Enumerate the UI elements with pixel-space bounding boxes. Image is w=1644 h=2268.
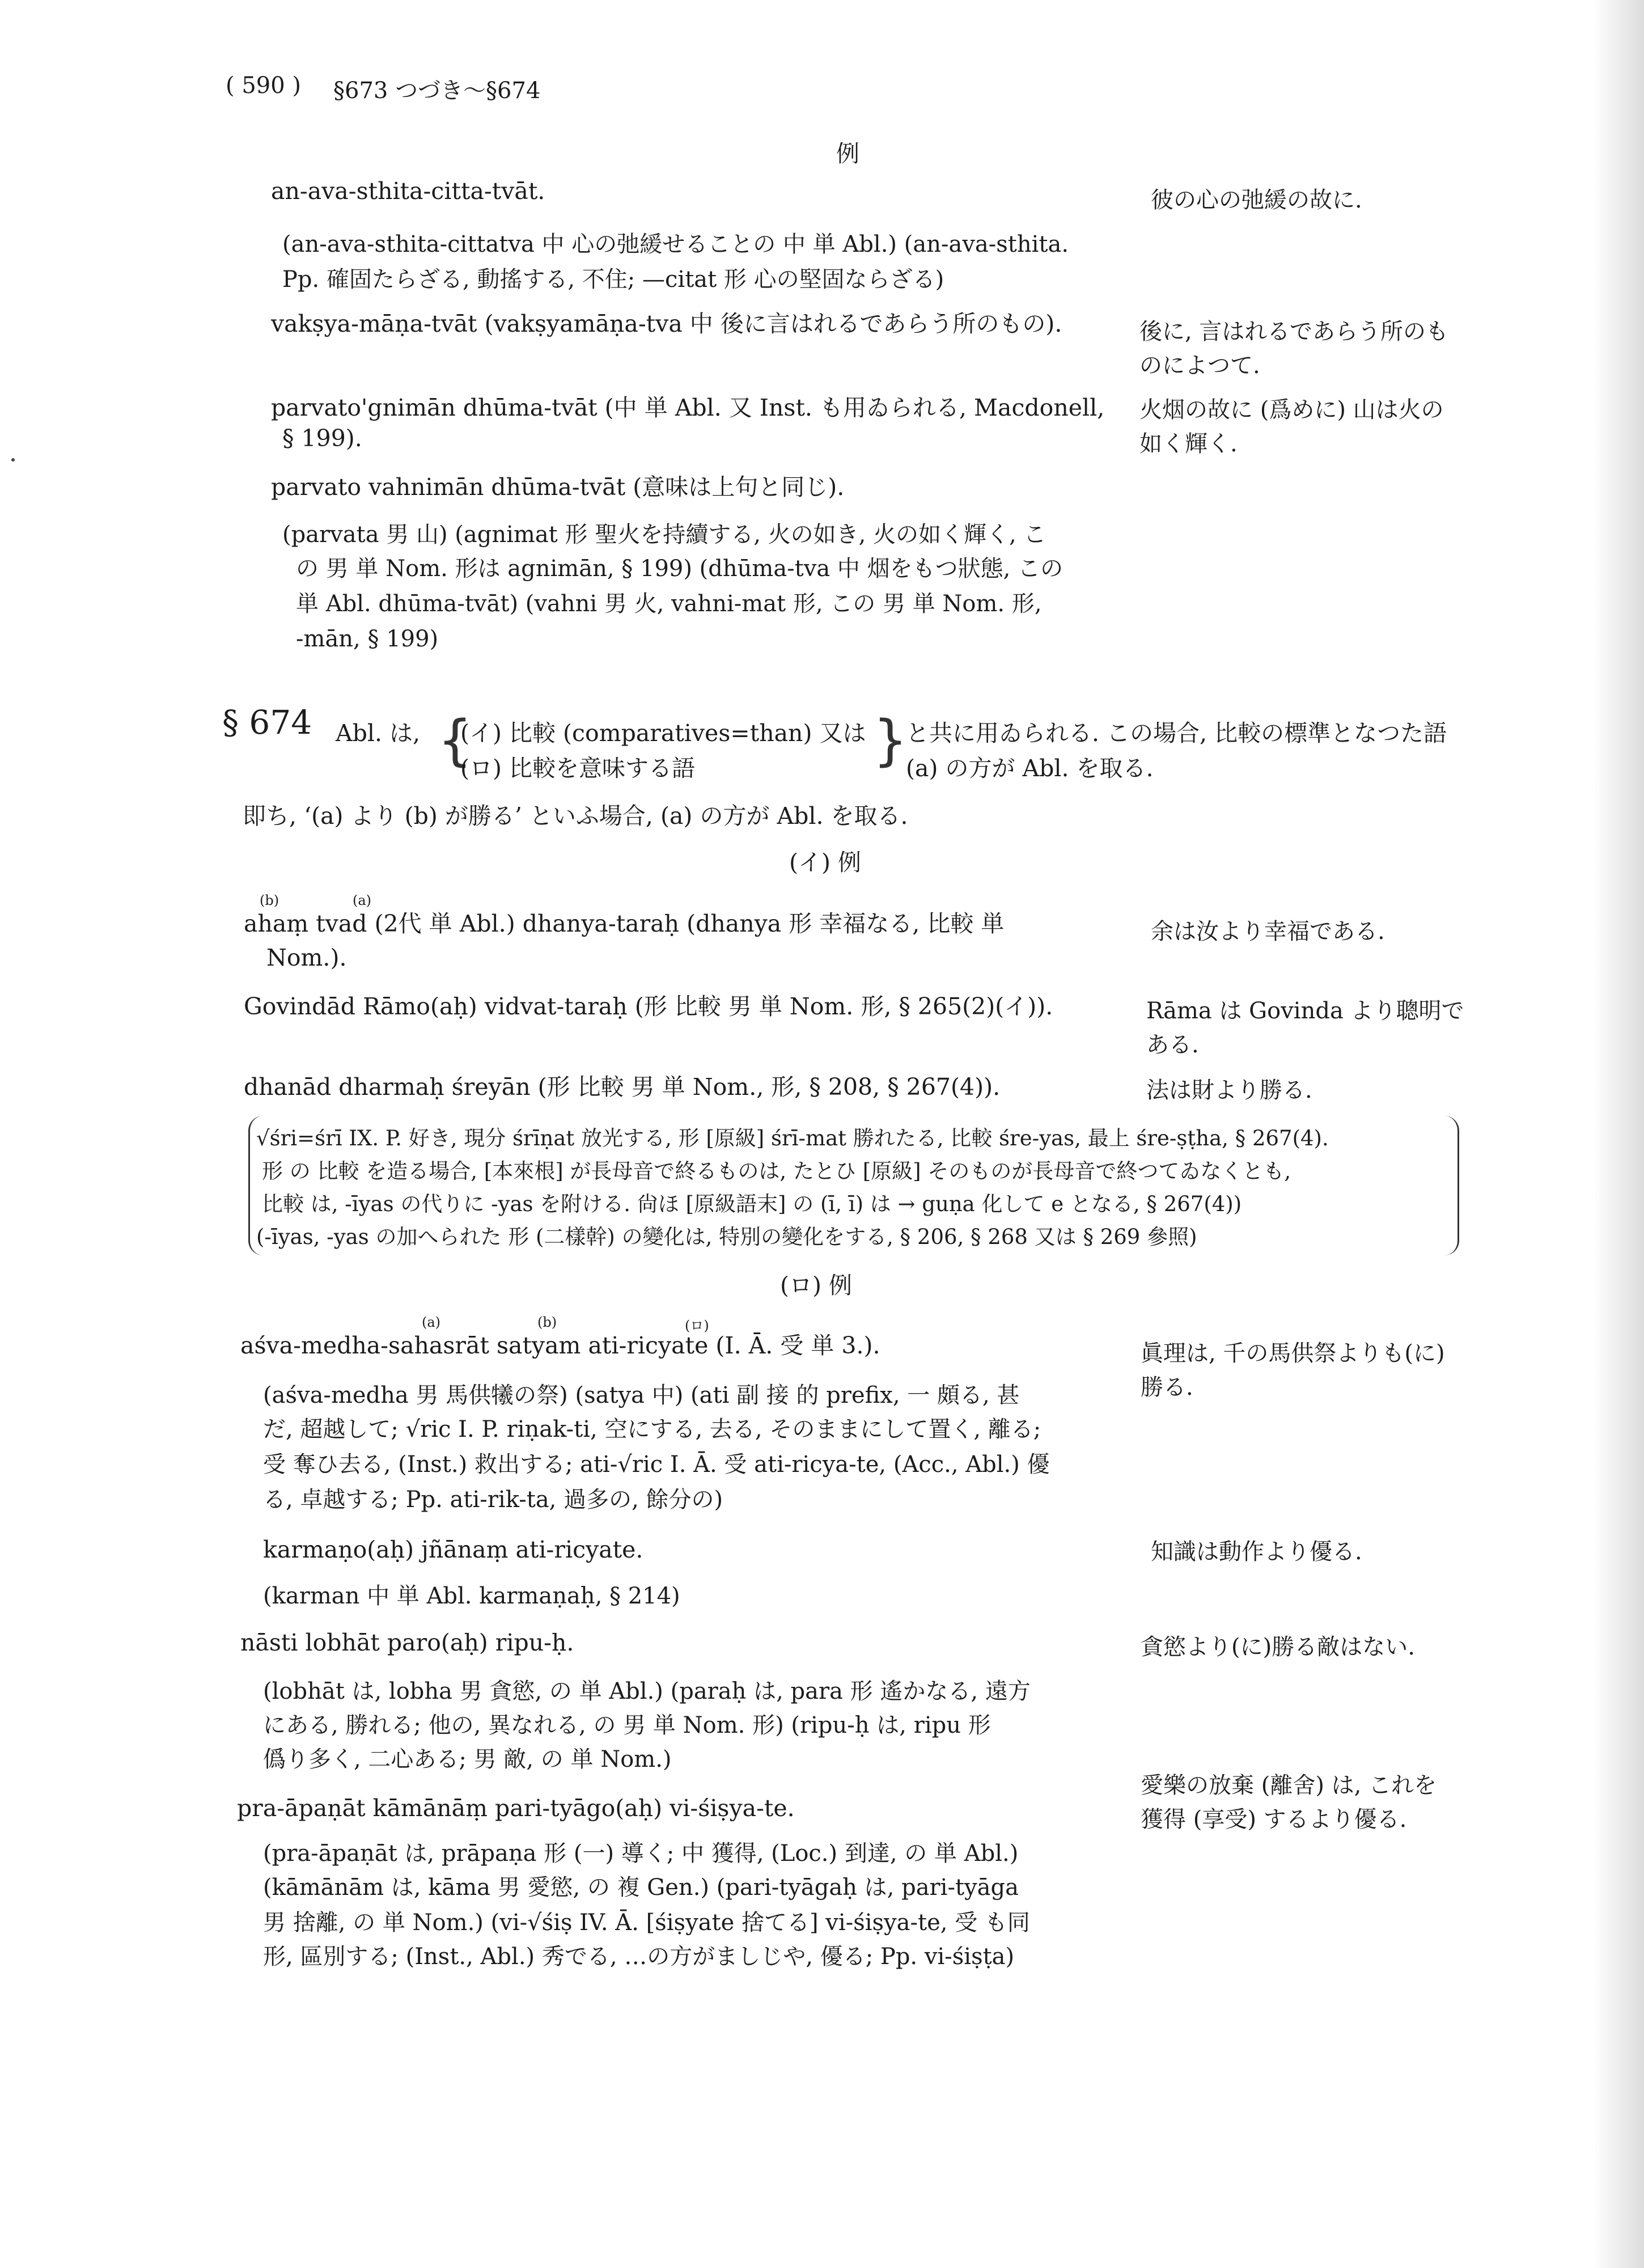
note-line: (an-ava-sthita-cittatva 中 心の弛緩せることの 中 単 Abl.) (an-ava-sthita. bbox=[282, 231, 1069, 257]
translation: Rāma は Govinda より聰明で bbox=[1146, 998, 1464, 1024]
translation: 余は汝より幸福である. bbox=[1151, 919, 1385, 945]
note-line: -mān, § 199) bbox=[296, 626, 439, 652]
example-line: dhanād dharmaḥ śreyān (形 比較 男 単 Nom., 形, § 208, § 267(4)). bbox=[244, 1073, 1001, 1101]
example-line: aśva-medha-sahasrāt satyam ati-ricyate (I. Ā. 受 単 3.). bbox=[240, 1332, 880, 1359]
example-line: Nom.). bbox=[266, 944, 347, 971]
note-line: 受 奪ひ去る, (Inst.) 救出する; ati-√ric I. Ā. 受 ati-ricya-te, (Acc., Abl.) 優 bbox=[263, 1452, 1050, 1478]
translation: ある. bbox=[1146, 1032, 1199, 1058]
subheading-ro: (ロ) 例 bbox=[780, 1272, 853, 1299]
marker-a: (a) bbox=[353, 892, 372, 908]
translation: 貪慾より(に)勝る敵はない. bbox=[1141, 1634, 1415, 1660]
note-line: (pra-āpaṇāt は, prāpaṇa 形 (一) 導く; 中 獲得, (Loc.) 到達, の 単 Abl.) bbox=[263, 1840, 1019, 1867]
brace-item: (ロ) 比較を意味する語 bbox=[460, 755, 696, 782]
example-line: Govindād Rāmo(aḥ) vidvat-taraḥ (形 比較 男 単 Nom. 形, § 265(2)(イ)). bbox=[244, 993, 1053, 1020]
note-line: (aśva-medha 男 馬供犧の祭) (satya 中) (ati 副 接 的 prefix, 一 頗る, 甚 bbox=[263, 1382, 1020, 1408]
translation: 後に, 言はれるであらう所のも bbox=[1139, 319, 1449, 345]
note-line: √śri=śrī IX. P. 好き, 現分 śrīṇat 放光する, 形 [原級] śrī-mat 勝れたる, 比較 śre-yas, 最上 śre-ṣṭha, § 267(4). bbox=[256, 1126, 1329, 1150]
translation: 勝る. bbox=[1141, 1374, 1193, 1400]
translation: 愛樂の放棄 (離舍) は, これを bbox=[1141, 1772, 1437, 1799]
example-line: karmaṇo(aḥ) jñānaṃ ati-ricyate. bbox=[263, 1536, 643, 1563]
section-explanation: 即ち, ‘(a) より (b) が勝る’ といふ場合, (a) の方が Abl. を取る. bbox=[243, 802, 908, 830]
note-line: (-īyas, -yas の加へられた 形 (二樣幹) の變化は, 特別の變化をする, § 206, § 268 又は § 269 參照) bbox=[256, 1225, 1197, 1249]
marker-ro: (ロ) bbox=[685, 1318, 709, 1334]
scan-edge-shadow bbox=[1593, 0, 1644, 2268]
page-number: ( 590 ) bbox=[226, 73, 301, 99]
note-line: 比較 は, -īyas の代りに -yas を附ける. 尙ほ [原級語末] の (ī, ī) は → guṇa 化して e となる, § 267(4)) bbox=[262, 1192, 1242, 1216]
note-line: (kāmānām は, kāma 男 愛慾, の 複 Gen.) (pari-tyāgaḥ は, pari-tyāga bbox=[263, 1875, 1019, 1901]
scan-speck bbox=[11, 458, 15, 462]
example-line: pra-āpaṇāt kāmānāṃ pari-tyāgo(aḥ) vi-śiṣya-te. bbox=[237, 1795, 795, 1822]
example-line: § 199). bbox=[282, 425, 362, 452]
marker-b: (b) bbox=[537, 1314, 557, 1330]
example-line: an-ava-sthita-citta-tvāt. bbox=[271, 177, 545, 205]
example-line: parvato'gnimān dhūma-tvāt (中 単 Abl. 又 Inst. も用ゐられる, Macdonell, bbox=[271, 394, 1105, 421]
note-line: 僞り多く, 二心ある; 男 敵, の 単 Nom.) bbox=[263, 1746, 672, 1772]
brace-item: (イ) 比較 (comparatives=than) 又は bbox=[460, 720, 866, 747]
example-line: vakṣya-māṇa-tvāt (vakṣyamāṇa-tva 中 後に言はれるであらう所のもの). bbox=[271, 310, 1062, 337]
brace-result: (a) の方が Abl. を取る. bbox=[906, 755, 1154, 782]
note-line: Pp. 確固たらざる, 動搖する, 不住; —citat 形 心の堅固ならざる) bbox=[282, 266, 944, 293]
right-brace: } bbox=[873, 709, 908, 772]
note-line: だ, 超越して; √ric I. P. riṇak-ti, 空にする, 去る, そのままにして置く, 離る; bbox=[263, 1416, 1041, 1442]
translation: 火烟の故に (爲めに) 山は火の bbox=[1139, 397, 1444, 423]
marker-a: (a) bbox=[422, 1314, 441, 1330]
section-range: §673 つづき～§674 bbox=[333, 78, 541, 104]
note-line: (karman 中 単 Abl. karmaṇaḥ, § 214) bbox=[263, 1583, 680, 1609]
note-line: る, 卓越する; Pp. ati-rik-ta, 過多の, 餘分の) bbox=[263, 1487, 723, 1513]
translation: のによつて. bbox=[1139, 353, 1260, 379]
brace-result: と共に用ゐられる. この場合, 比較の標準となつた語 bbox=[906, 720, 1447, 747]
example-heading: 例 bbox=[836, 140, 859, 167]
marker-b: (b) bbox=[260, 892, 279, 908]
subheading-i: (イ) 例 bbox=[789, 849, 862, 876]
note-line: 男 捨離, の 単 Nom.) (vi-√śiṣ IV. Ā. [śiṣyate 捨てる] vi-śiṣya-te, 受 も同 bbox=[263, 1910, 1030, 1936]
note-line: 単 Abl. dhūma-tvāt) (vahni 男 火, vahni-mat 形, この 男 単 Nom. 形, bbox=[296, 591, 1042, 617]
translation: 眞理は, 千の馬供祭よりも(に) bbox=[1141, 1340, 1445, 1366]
note-line: にある, 勝れる; 他の, 異なれる, の 男 単 Nom. 形) (ripu-ḥ は, ripu 形 bbox=[263, 1712, 991, 1738]
note-line: (lobhāt は, lobha 男 貪慾, の 単 Abl.) (paraḥ は, para 形 遙かなる, 遠方 bbox=[263, 1678, 1031, 1704]
left-brace: { bbox=[438, 709, 473, 772]
section-intro: Abl. は, bbox=[336, 720, 421, 747]
note-line: 形 の 比較 を造る場合, [本來根] が長母音で終るものは, たとひ [原級] そのものが長母音で終つてゐなくとも, bbox=[262, 1159, 1291, 1183]
note-line: 形, 區別する; (Inst., Abl.) 秀でる, …の方がましじや, 優る; Pp. vi-śiṣṭa) bbox=[263, 1944, 1015, 1970]
translation: 彼の心の弛緩の故に. bbox=[1151, 187, 1362, 213]
translation: 如く輝く. bbox=[1139, 431, 1238, 457]
translation: 法は財より勝る. bbox=[1146, 1077, 1312, 1103]
note-line: の 男 単 Nom. 形は agnimān, § 199) (dhūma-tva 中 烟をもつ狀態, この bbox=[296, 556, 1063, 582]
example-line: ahaṃ tvad (2代 単 Abl.) dhanya-taraḥ (dhanya 形 幸福なる, 比較 単 bbox=[244, 910, 1005, 937]
example-line: nāsti lobhāt paro(aḥ) ripu-ḥ. bbox=[240, 1629, 574, 1656]
translation: 獲得 (享受) するより優る. bbox=[1141, 1806, 1407, 1833]
section-number: § 674 bbox=[222, 703, 312, 742]
note-line: (parvata 男 山) (agnimat 形 聖火を持續する, 火の如き, 火の如く輝く, こ bbox=[282, 522, 1046, 548]
translation: 知識は動作より優る. bbox=[1151, 1539, 1362, 1565]
example-line: parvato vahnimān dhūma-tvāt (意味は上句と同じ). bbox=[271, 473, 845, 501]
